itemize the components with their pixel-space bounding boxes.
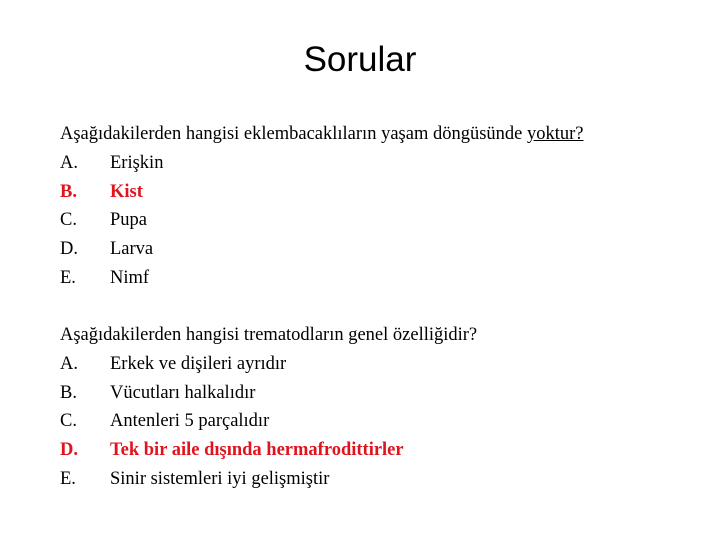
option-letter: B.: [60, 382, 77, 403]
option-letter: A.: [60, 353, 78, 374]
option-e: [60, 465, 477, 494]
option-text: Erkek ve dişileri ayrıdır: [110, 353, 287, 374]
question-text: [60, 120, 584, 149]
option-c: [60, 206, 584, 235]
option-letter: E.: [60, 267, 76, 288]
option-text: Kist: [110, 181, 143, 202]
option-e: [60, 264, 584, 293]
option-letter: A.: [60, 152, 78, 173]
question-emphasis: yoktur?: [527, 124, 584, 144]
option-letter: C.: [60, 411, 77, 432]
option-letter: B.: [60, 181, 77, 202]
question-stem: Aşağıdakilerden hangisi eklembacaklıların yaşam döngüsünde: [60, 124, 527, 144]
option-text: Sinir sistemleri iyi gelişmiştir: [110, 468, 330, 489]
option-c: [60, 407, 477, 436]
option-a: [60, 149, 584, 178]
option-text: Pupa: [110, 210, 147, 231]
option-d: [60, 235, 584, 264]
question-1: [60, 120, 584, 293]
option-letter: E.: [60, 468, 76, 489]
question-2: [60, 321, 477, 494]
option-text: Larva: [110, 239, 154, 260]
slide-title: Sorular: [303, 40, 417, 79]
option-letter: C.: [60, 210, 77, 231]
option-text: Antenleri 5 parçalıdır: [110, 411, 270, 432]
option-letter: D.: [60, 440, 78, 461]
option-b: [60, 379, 477, 408]
option-text: Nimf: [110, 267, 150, 288]
option-d-correct: [60, 436, 477, 465]
option-b-correct: [60, 178, 584, 207]
option-a: [60, 350, 477, 379]
option-text: Erişkin: [110, 152, 164, 173]
option-text: Tek bir aile dışında hermafrodittirler: [110, 440, 404, 461]
option-text: Vücutları halkalıdır: [110, 382, 256, 403]
question-text: Aşağıdakilerden hangisi trematodların genel özelliğidir?: [60, 325, 478, 345]
option-letter: D.: [60, 239, 78, 260]
